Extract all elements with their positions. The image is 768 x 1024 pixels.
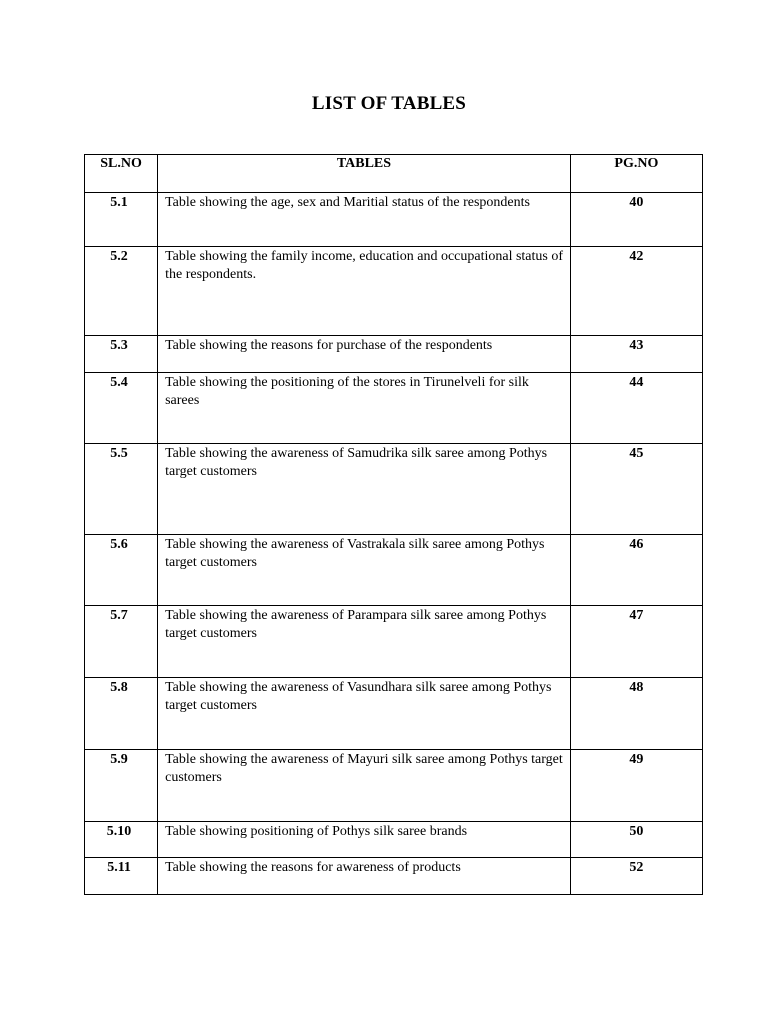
row-description (158, 822, 571, 858)
header-pgno-label: PG.NO (614, 156, 659, 171)
row-pgno-text: 50 (629, 824, 644, 839)
row-pgno (570, 535, 702, 606)
row-pgno (570, 336, 702, 373)
row-slno (85, 444, 158, 535)
header-row (85, 155, 703, 193)
row-pgno-text: 40 (629, 195, 644, 210)
row-slno (85, 373, 158, 444)
row-pgno (570, 858, 702, 895)
table-row (85, 336, 703, 373)
row-pgno-text: 45 (629, 446, 644, 461)
table-row (85, 606, 703, 678)
row-pgno-text: 52 (629, 860, 644, 875)
row-slno-text: 5.11 (107, 860, 131, 875)
row-slno (85, 678, 158, 750)
row-slno (85, 822, 158, 858)
table-row (85, 678, 703, 750)
row-pgno (570, 373, 702, 444)
row-description (158, 247, 571, 336)
row-slno-text: 5.8 (110, 680, 128, 695)
row-description-text: Table showing the awareness of Parampara silk saree among Pothys target customers (165, 608, 547, 641)
row-pgno-text: 42 (629, 249, 644, 264)
row-slno (85, 193, 158, 247)
row-slno (85, 535, 158, 606)
header-slno (85, 155, 158, 193)
table-row (85, 247, 703, 336)
table-row (85, 750, 703, 822)
row-description-text: Table showing positioning of Pothys silk saree brands (165, 824, 468, 839)
row-slno (85, 247, 158, 336)
header-tables (158, 155, 571, 193)
row-slno-text: 5.6 (110, 537, 128, 552)
row-slno-text: 5.7 (110, 608, 128, 623)
row-pgno-text: 43 (629, 338, 644, 353)
row-pgno (570, 444, 702, 535)
row-pgno (570, 822, 702, 858)
row-pgno-text: 49 (629, 752, 644, 767)
row-description-text: Table showing the awareness of Samudrika silk saree among Pothys target customers (165, 446, 548, 479)
row-description-text: Table showing the awareness of Vasundhara silk saree among Pothys target customers (165, 680, 552, 713)
row-description (158, 750, 571, 822)
row-description-text: Table showing the positioning of the stores in Tirunelveli for silk sarees (165, 375, 529, 408)
row-pgno (570, 606, 702, 678)
page-title: LIST OF TABLES (311, 93, 467, 114)
row-pgno-text: 44 (629, 375, 644, 390)
row-slno (85, 750, 158, 822)
header-tables-label: TABLES (336, 156, 392, 171)
row-slno-text: 5.4 (110, 375, 128, 390)
row-slno (85, 336, 158, 373)
row-description (158, 373, 571, 444)
row-slno (85, 606, 158, 678)
row-pgno-text: 46 (629, 537, 644, 552)
row-description-text: Table showing the reasons for purchase of the respondents (165, 338, 493, 353)
table-row (85, 373, 703, 444)
row-description (158, 858, 571, 895)
row-description-text: Table showing the age, sex and Maritial status of the respondents (165, 195, 530, 210)
row-description (158, 336, 571, 373)
row-slno-text: 5.10 (106, 824, 132, 839)
row-description (158, 535, 571, 606)
list-of-tables (84, 154, 703, 895)
row-description-text: Table showing the reasons for awareness of products (165, 860, 461, 875)
row-slno-text: 5.5 (110, 446, 128, 461)
row-pgno (570, 193, 702, 247)
row-slno-text: 5.1 (110, 195, 128, 210)
row-description-text: Table showing the awareness of Vastrakala silk saree among Pothys target customers (165, 537, 545, 570)
header-pgno (570, 155, 702, 193)
header-slno-label: SL.NO (100, 156, 142, 171)
row-slno-text: 5.2 (110, 249, 128, 264)
table-row (85, 193, 703, 247)
row-description (158, 606, 571, 678)
row-slno (85, 858, 158, 895)
table-row (85, 858, 703, 895)
row-description-text: Table showing the awareness of Mayuri silk saree among Pothys target customers (165, 752, 563, 785)
row-description-text: Table showing the family income, education and occupational status of the respondents. (165, 249, 564, 282)
row-description (158, 444, 571, 535)
row-pgno (570, 247, 702, 336)
table-row (85, 535, 703, 606)
row-pgno-text: 47 (629, 608, 644, 623)
row-pgno (570, 678, 702, 750)
row-pgno (570, 750, 702, 822)
table-row (85, 822, 703, 858)
table-row (85, 444, 703, 535)
row-slno-text: 5.9 (110, 752, 128, 767)
row-pgno-text: 48 (629, 680, 644, 695)
row-description (158, 193, 571, 247)
row-slno-text: 5.3 (110, 338, 128, 353)
row-description (158, 678, 571, 750)
